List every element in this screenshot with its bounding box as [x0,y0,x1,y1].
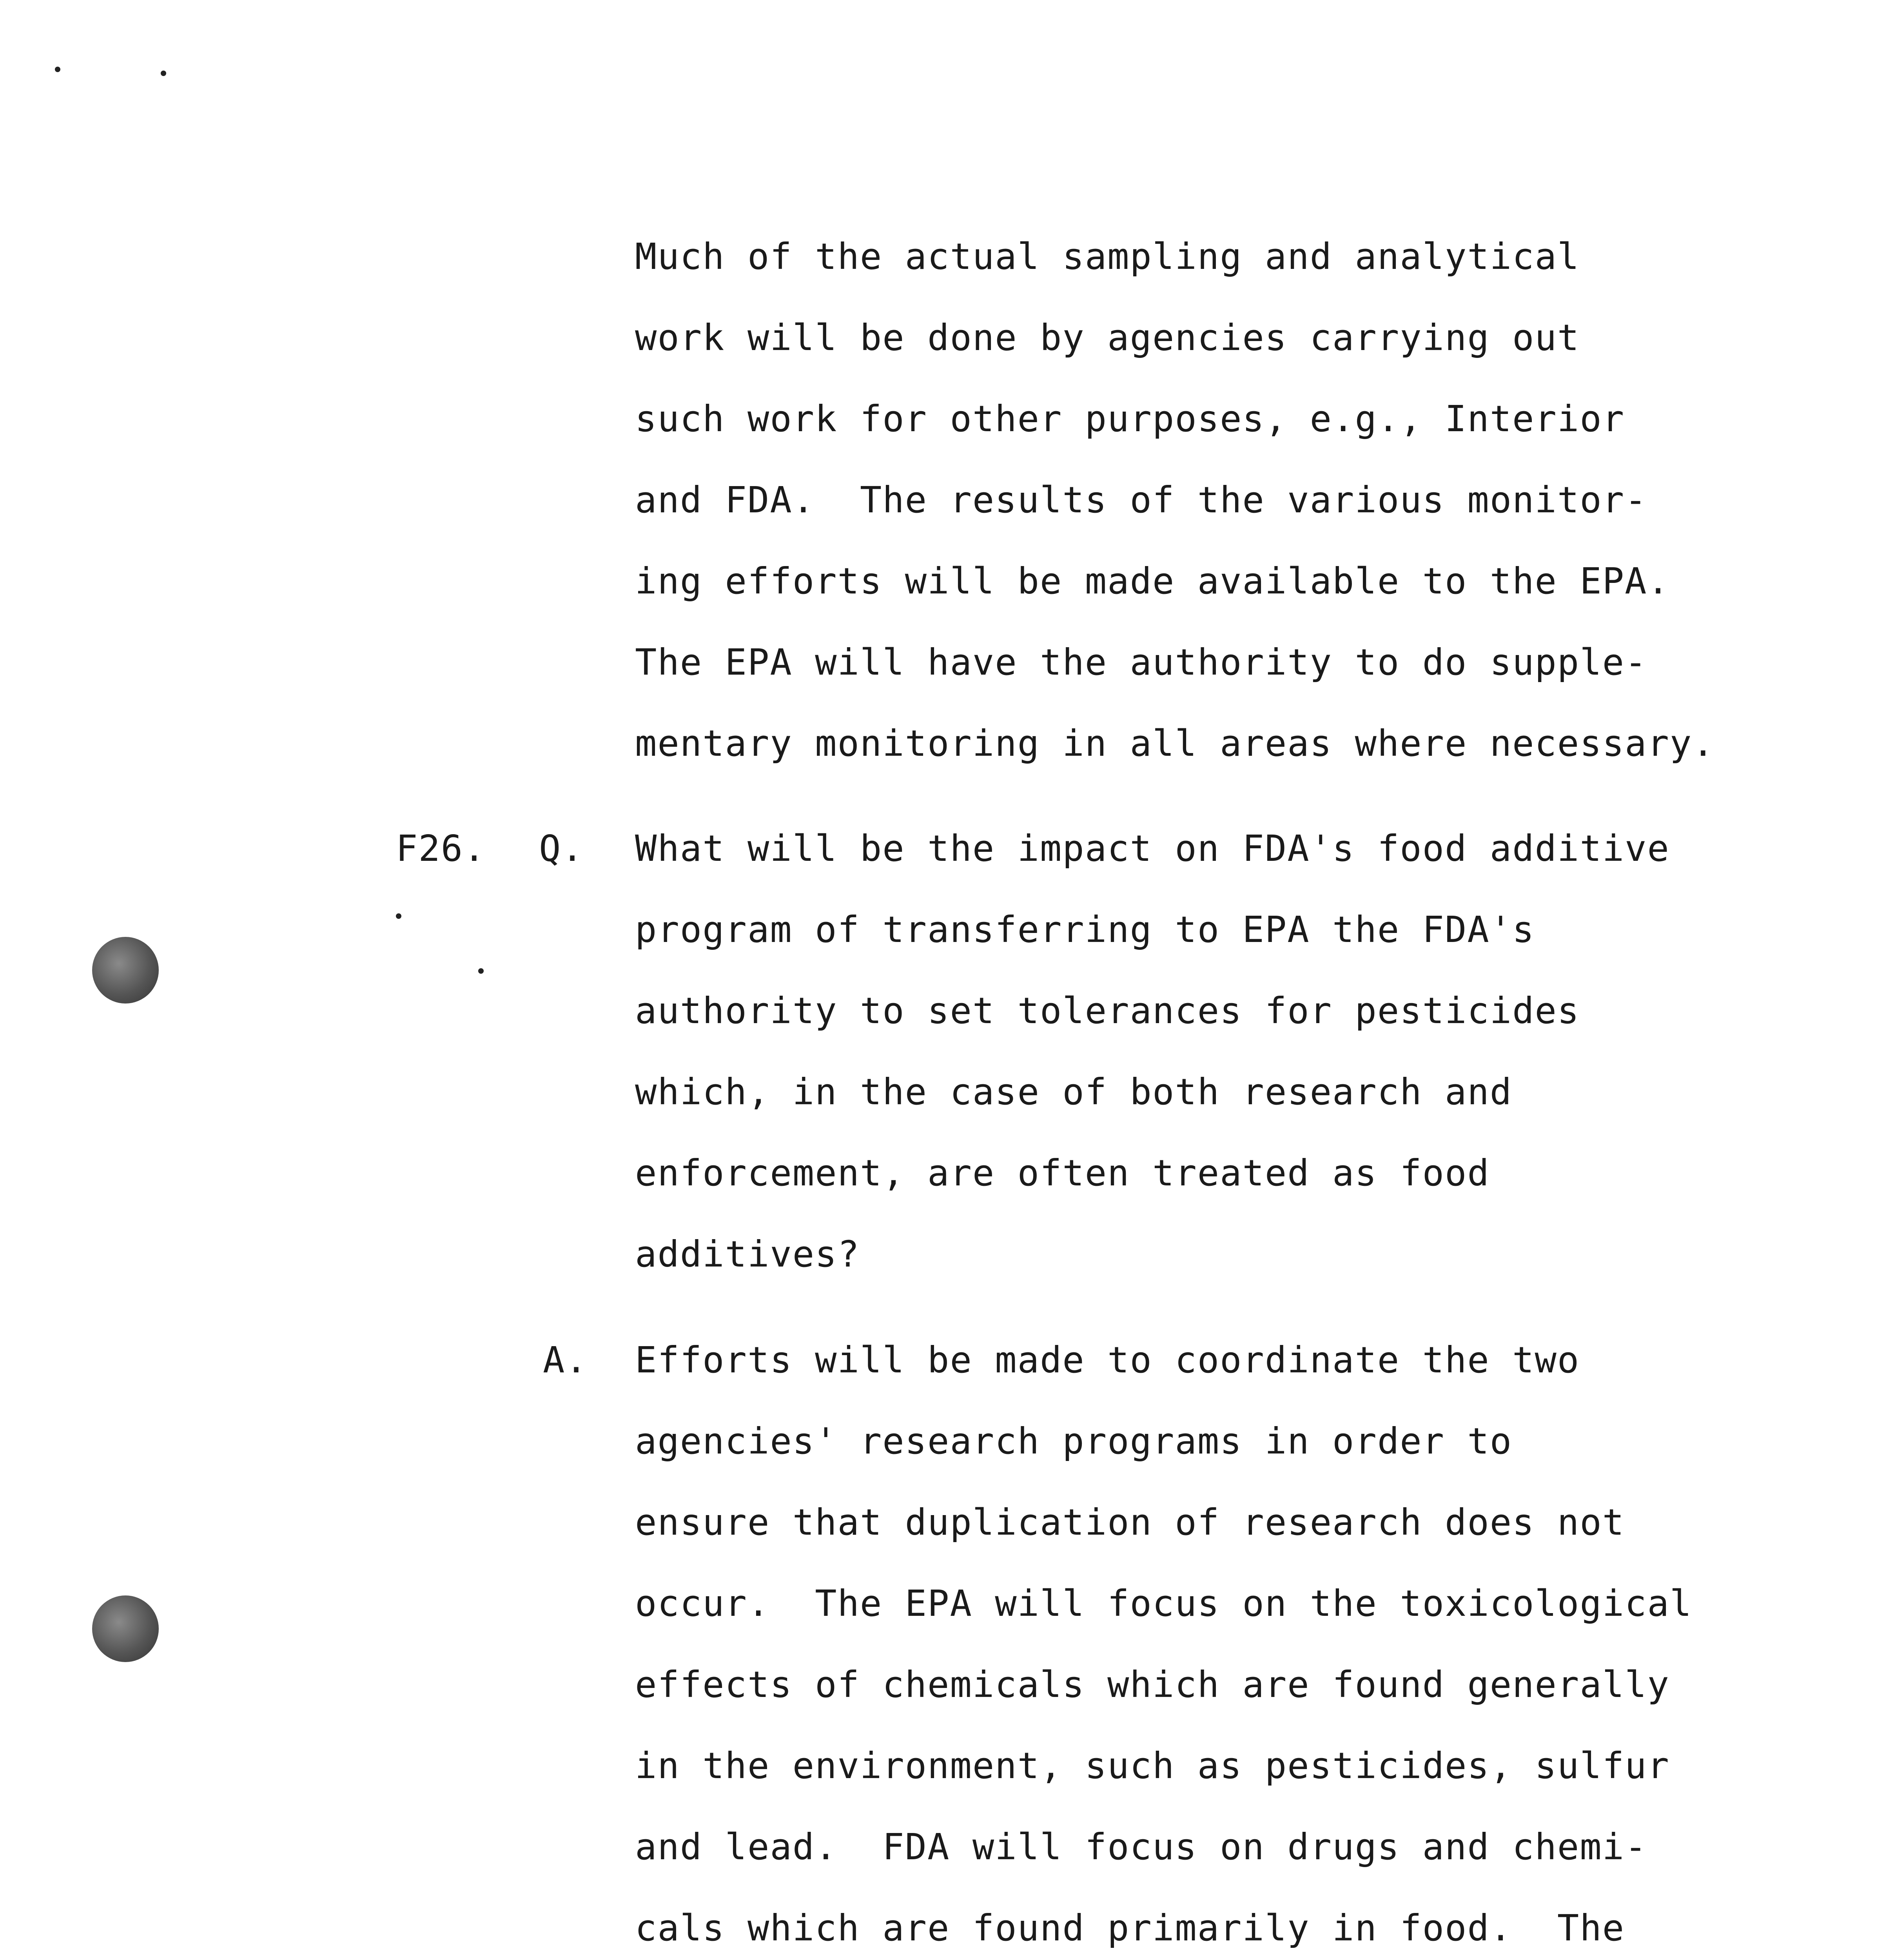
question-line: What will be the impact on FDA's food additive [635,828,1670,869]
answer-line: ensure that duplication of research does not [635,1501,1625,1543]
punch-hole-top [92,937,159,1004]
answer-line: effects of chemicals which are found generally [635,1664,1670,1706]
question-line: authority to set tolerances for pesticides [635,990,1580,1032]
question-number: F26. [396,828,486,869]
scan-speck [396,913,401,919]
answer-line: and lead. FDA will focus on drugs and chemi- [635,1826,1647,1868]
answer-label: A. [543,1339,588,1381]
answer-line: Efforts will be made to coordinate the two [635,1339,1580,1381]
intro-line: The EPA will have the authority to do supple- [635,641,1647,683]
scan-speck [478,968,484,974]
answer-line: agencies' research programs in order to [635,1420,1513,1462]
intro-line: mentary monitoring in all areas where necessary. [635,722,1715,764]
answer-line: cals which are found primarily in food. The [635,1907,1625,1949]
punch-hole-bottom [92,1595,159,1662]
question-line: additives? [635,1233,860,1275]
question-line: program of transferring to EPA the FDA's [635,909,1535,951]
question-label: Q. [539,828,584,869]
scan-speck [55,67,60,72]
intro-line: Much of the actual sampling and analytical [635,236,1580,278]
answer-line: occur. The EPA will focus on the toxicological [635,1583,1693,1624]
question-line: enforcement, are often treated as food [635,1152,1490,1194]
question-line: which, in the case of both research and [635,1071,1513,1113]
intro-line: ing efforts will be made available to the EPA. [635,560,1670,602]
answer-line: in the environment, such as pesticides, sulfur [635,1745,1670,1787]
intro-line: and FDA. The results of the various monitor- [635,479,1647,521]
intro-line: such work for other purposes, e.g., Interior [635,398,1625,440]
scan-speck [161,71,166,76]
intro-line: work will be done by agencies carrying out [635,317,1580,359]
